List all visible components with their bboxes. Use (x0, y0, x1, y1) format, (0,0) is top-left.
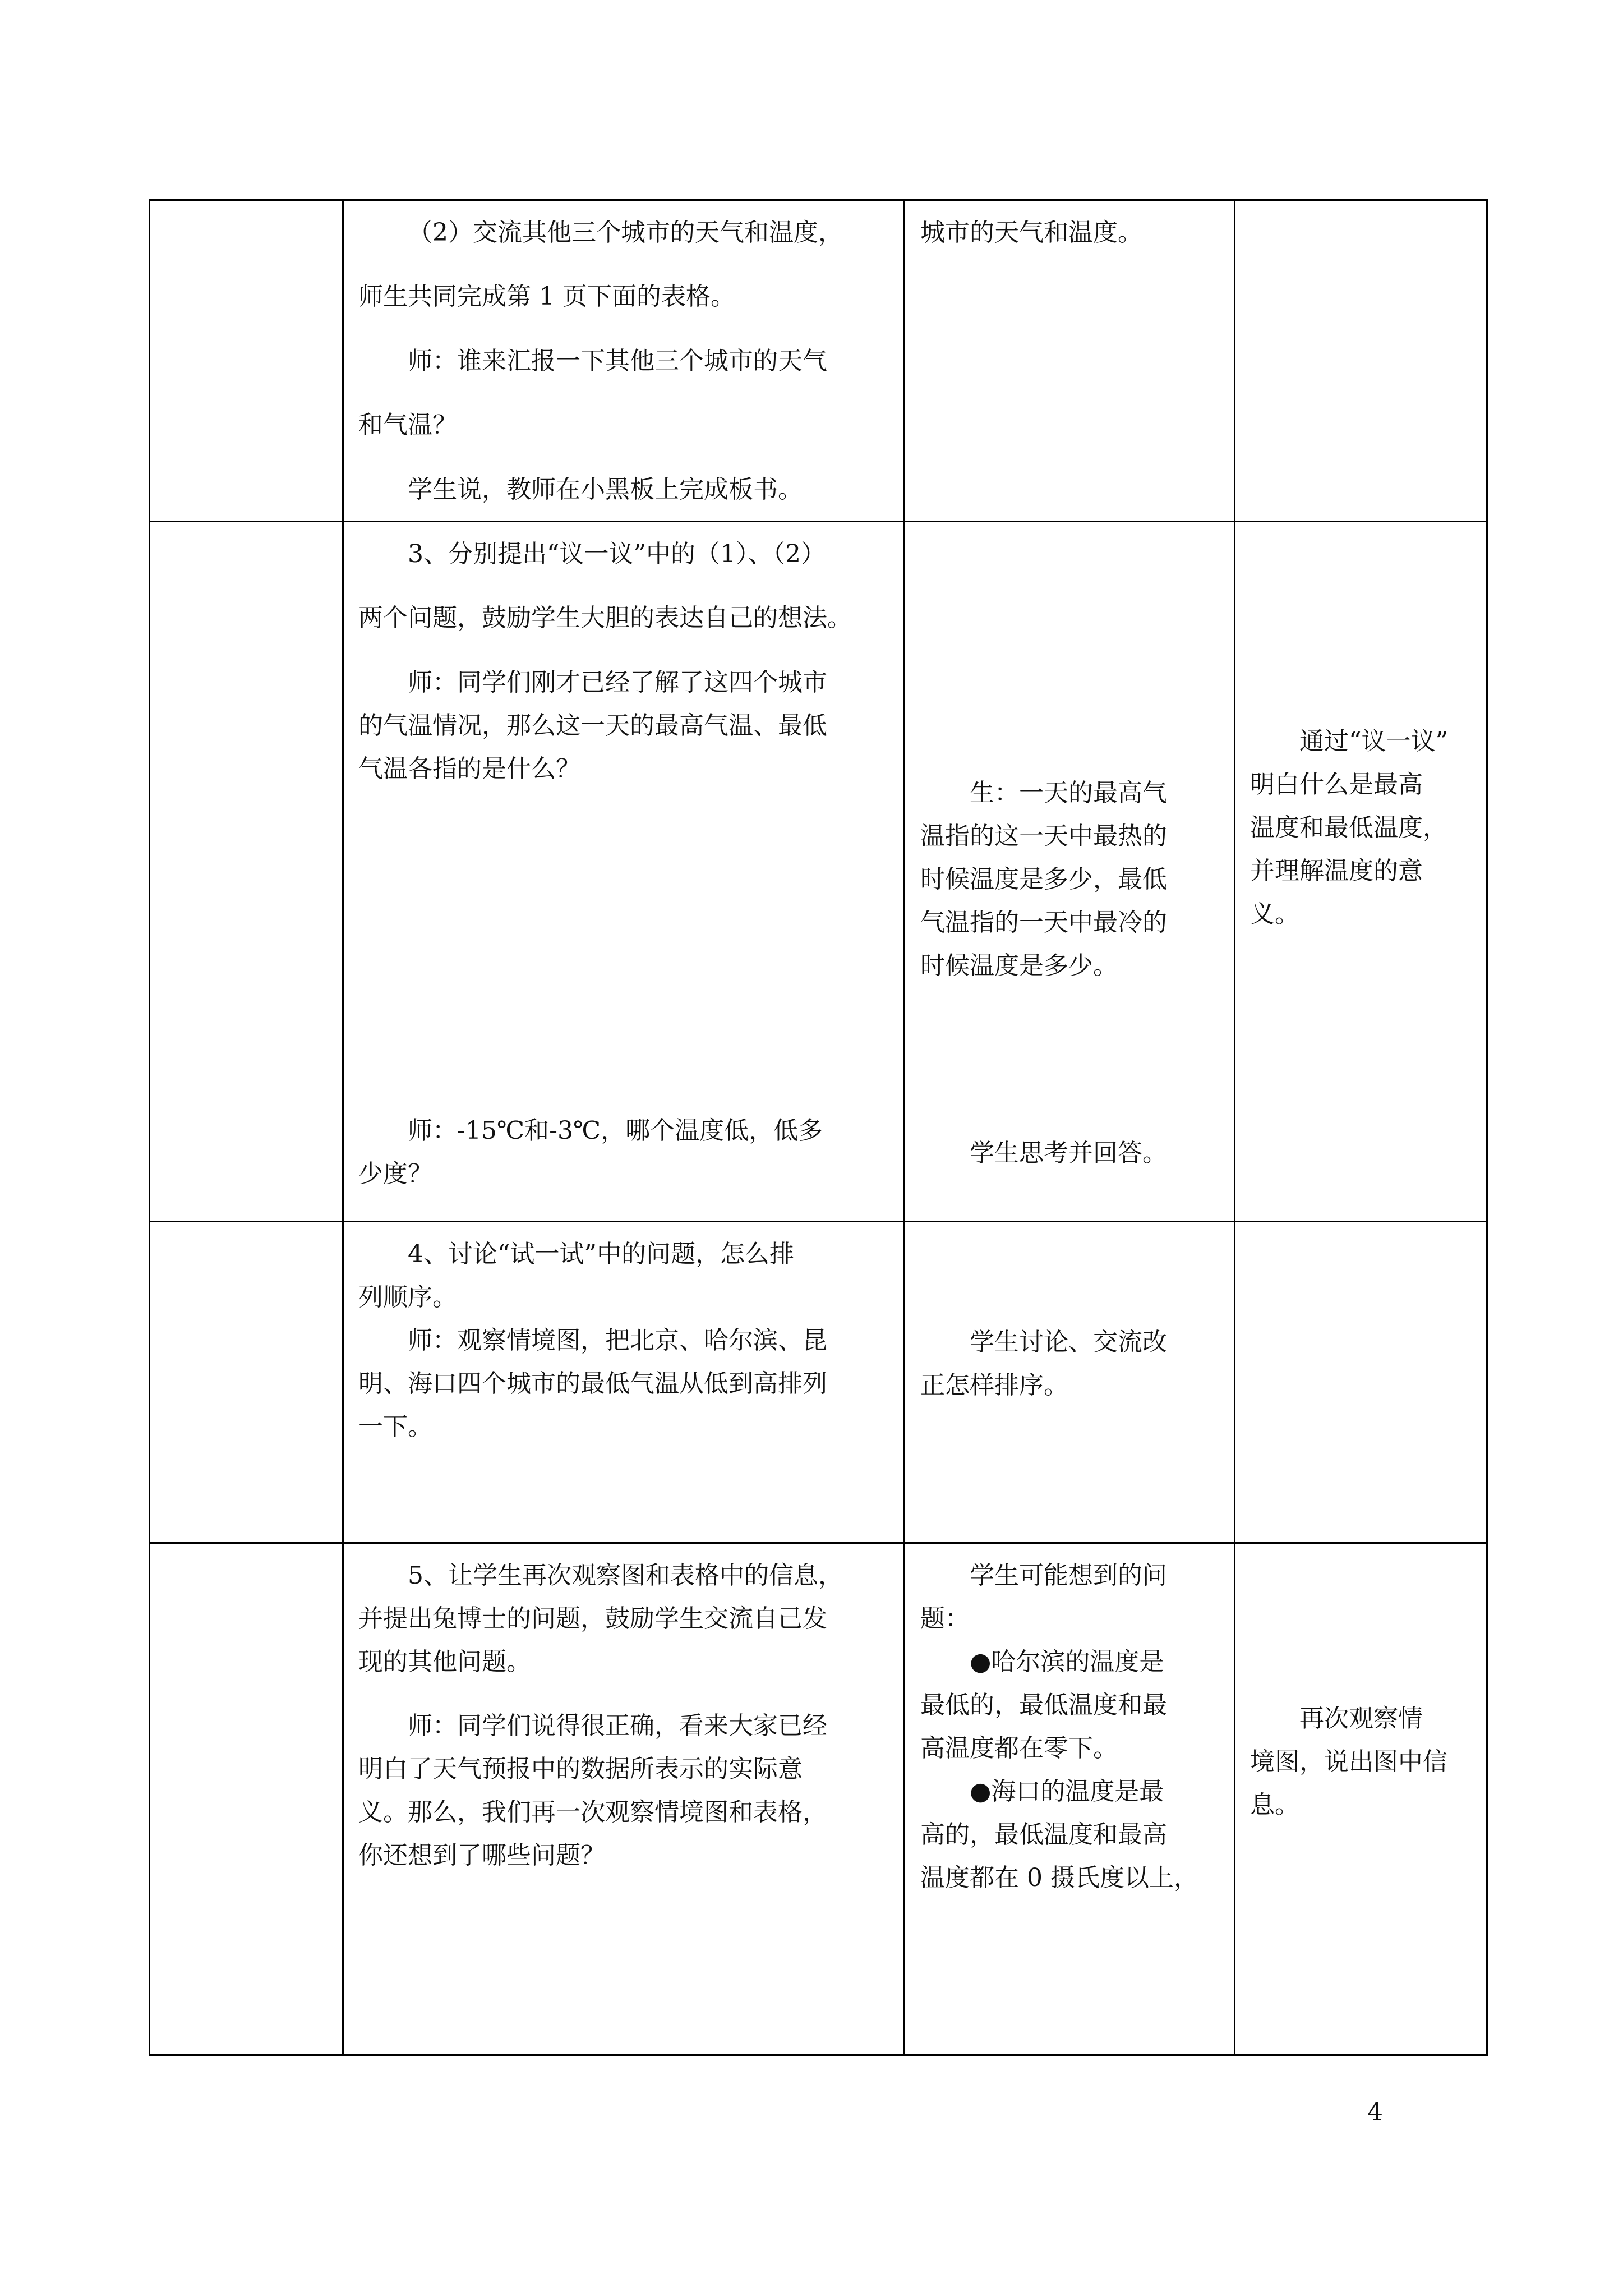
page-number: 4 (1367, 2098, 1383, 2127)
student-text: 题： (920, 1604, 970, 1633)
intent-text: 再次观察情 (1299, 1704, 1423, 1733)
student-activity-cell (904, 522, 1235, 1222)
teacher-activity-cell (343, 1222, 904, 1543)
teacher-text: 一下。 (358, 1412, 432, 1441)
teacher-text: 学生说，教师在小黑板上完成板书。 (408, 475, 803, 504)
teacher-text: 4、讨论“试一试”中的问题，怎么排 (408, 1240, 794, 1268)
student-text: 气温指的一天中最冷的 (920, 908, 1167, 937)
intent-text: 并理解温度的意 (1250, 857, 1423, 885)
intent-text: 义。 (1250, 900, 1299, 928)
teacher-activity-cell (343, 1543, 904, 2055)
teacher-text: 列顺序。 (358, 1283, 457, 1312)
teacher-text: 并提出兔博士的问题，鼓励学生交流自己发 (358, 1604, 827, 1633)
stage-cell (150, 522, 343, 1222)
student-text: 时候温度是多少。 (920, 951, 1118, 980)
table-row (150, 1543, 1487, 2055)
lesson-plan-table (149, 199, 1488, 2056)
teacher-text: （2）交流其他三个城市的天气和温度， (408, 218, 843, 247)
student-text: 温指的这一天中最热的 (920, 822, 1167, 850)
student-activity-cell (904, 200, 1235, 522)
teacher-text: 师：-15℃和-3℃，哪个温度低，低多 (408, 1116, 823, 1145)
teacher-text: 5、让学生再次观察图和表格中的信息， (408, 1561, 843, 1590)
design-intent-cell (1235, 522, 1487, 1222)
intent-text: 通过“议一议” (1299, 727, 1448, 756)
student-text: 学生思考并回答。 (970, 1139, 1167, 1167)
student-text: 高的，最低温度和最高 (920, 1820, 1167, 1849)
student-text: 学生可能想到的问 (970, 1561, 1167, 1590)
student-activity-cell (904, 1543, 1235, 2055)
student-text: 高温度都在零下。 (920, 1734, 1118, 1763)
stage-cell (150, 200, 343, 522)
table-row (150, 522, 1487, 1222)
intent-text: 明白什么是最高 (1250, 770, 1423, 799)
table-row (150, 200, 1487, 522)
intent-text: 温度和最低温度， (1250, 813, 1447, 842)
design-intent-cell (1235, 1543, 1487, 2055)
intent-text: 息。 (1250, 1791, 1299, 1819)
teacher-text: 明、海口四个城市的最低气温从低到高排列 (358, 1369, 827, 1398)
teacher-text: 义。那么，我们再一次观察情境图和表格， (358, 1798, 827, 1826)
student-text: 生：一天的最高气 (970, 779, 1167, 807)
student-text: 学生讨论、交流改 (970, 1328, 1167, 1356)
teacher-text: 师生共同完成第 1 页下面的表格。 (358, 282, 735, 311)
teacher-text: 的气温情况，那么这一天的最高气温、最低 (358, 711, 827, 740)
teacher-text: 师：同学们刚才已经了解了这四个城市 (408, 668, 827, 697)
teacher-text: 气温各指的是什么？ (358, 754, 580, 783)
design-intent-cell (1235, 200, 1487, 522)
intent-text: 境图，说出图中信 (1250, 1747, 1447, 1776)
student-activity-cell (904, 1222, 1235, 1543)
teacher-text: 你还想到了哪些问题？ (358, 1841, 605, 1870)
teacher-text: 3、分别提出“议一议”中的（1）、（2） (408, 540, 826, 568)
teacher-text: 和气温？ (358, 411, 457, 439)
teacher-text: 现的其他问题。 (358, 1648, 531, 1676)
teacher-text: 明白了天气预报中的数据所表示的实际意 (358, 1755, 803, 1783)
student-text: ●海口的温度是最 (970, 1777, 1164, 1806)
student-text: ●哈尔滨的温度是 (970, 1648, 1164, 1676)
student-text: 时候温度是多少，最低 (920, 865, 1167, 894)
table-row (150, 1222, 1487, 1543)
stage-cell (150, 1222, 343, 1543)
student-text: 温度都在 0 摄氏度以上， (920, 1864, 1198, 1892)
teacher-text: 师：观察情境图，把北京、哈尔滨、昆 (408, 1326, 827, 1355)
teacher-text: 两个问题，鼓励学生大胆的表达自己的想法。 (358, 604, 852, 632)
teacher-text: 师：谁来汇报一下其他三个城市的天气 (408, 347, 827, 375)
teacher-activity-cell (343, 200, 904, 522)
teacher-text: 少度？ (358, 1159, 432, 1188)
design-intent-cell (1235, 1222, 1487, 1543)
student-text: 城市的天气和温度。 (920, 218, 1142, 247)
teacher-activity-cell (343, 522, 904, 1222)
student-text: 最低的，最低温度和最 (920, 1691, 1167, 1719)
student-text: 正怎样排序。 (920, 1371, 1068, 1400)
teacher-text: 师：同学们说得很正确，看来大家已经 (408, 1711, 827, 1740)
stage-cell (150, 1543, 343, 2055)
